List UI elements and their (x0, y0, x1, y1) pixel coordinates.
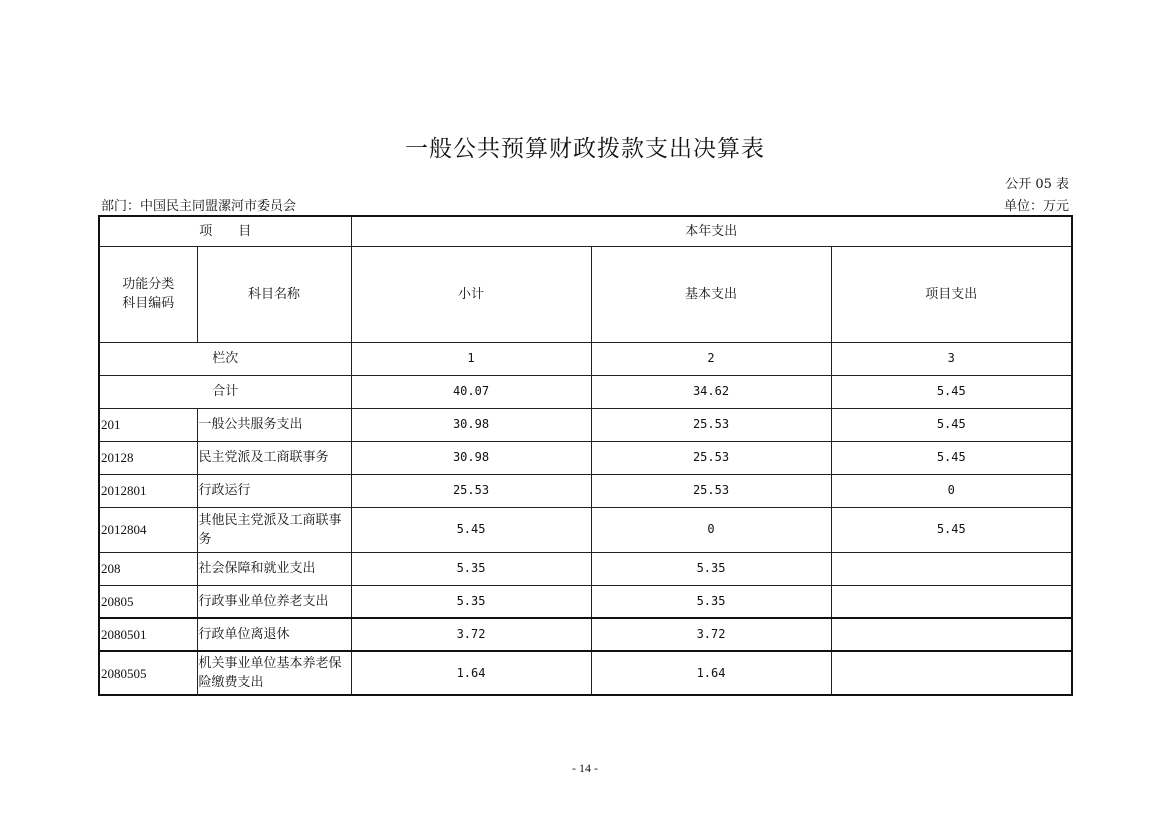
row-subtotal: 30.98 (351, 441, 591, 474)
table-row (99, 552, 1072, 585)
column-index-label: 栏次 (99, 342, 351, 375)
row-code: 20128 (99, 441, 197, 474)
header-func-code-line1: 功能分类 (122, 277, 175, 292)
header-basic: 基本支出 (591, 246, 831, 342)
row-basic: 5.35 (591, 552, 831, 585)
total-project: 5.45 (831, 375, 1072, 408)
header-subtotal: 小计 (351, 246, 591, 342)
page-number: - 14 - (572, 761, 598, 775)
header-current-year-expenditure: 本年支出 (351, 216, 1072, 246)
row-basic: 3.72 (591, 618, 831, 651)
row-basic: 5.35 (591, 585, 831, 618)
row-code: 2080501 (99, 618, 197, 651)
row-name: 行政运行 (197, 474, 351, 507)
expenditure-table (98, 215, 1073, 696)
column-index-2: 2 (591, 342, 831, 375)
row-subtotal: 1.64 (351, 651, 591, 695)
row-code: 208 (99, 552, 197, 585)
row-basic: 25.53 (591, 474, 831, 507)
row-project (831, 552, 1072, 585)
department-label: 部门：中国民主同盟漯河市委员会 (101, 199, 297, 214)
row-name: 社会保障和就业支出 (197, 552, 351, 585)
header-func-code-line2: 科目编码 (122, 296, 175, 311)
header-subject-name: 科目名称 (197, 246, 351, 342)
row-subtotal: 30.98 (351, 408, 591, 441)
column-index-1: 1 (351, 342, 591, 375)
row-name: 一般公共服务支出 (197, 408, 351, 441)
row-code: 20805 (99, 585, 197, 618)
form-code: 公开 05 表 (1005, 177, 1069, 192)
header-project: 项目支出 (831, 246, 1072, 342)
row-name: 机关事业单位基本养老保险缴费支出 (197, 651, 351, 695)
row-basic: 25.53 (591, 408, 831, 441)
row-name: 行政单位离退休 (197, 618, 351, 651)
total-basic: 34.62 (591, 375, 831, 408)
unit-label: 单位：万元 (1003, 199, 1069, 214)
total-subtotal: 40.07 (351, 375, 591, 408)
table-title: 一般公共预算财政拨款支出决算表 (405, 136, 765, 162)
row-subtotal: 5.35 (351, 552, 591, 585)
row-project (831, 651, 1072, 695)
row-name: 民主党派及工商联事务 (197, 441, 351, 474)
row-subtotal: 25.53 (351, 474, 591, 507)
row-basic: 25.53 (591, 441, 831, 474)
table-row (99, 618, 1072, 651)
row-subtotal: 5.35 (351, 585, 591, 618)
row-basic: 1.64 (591, 651, 831, 695)
row-project: 5.45 (831, 408, 1072, 441)
row-name: 行政事业单位养老支出 (197, 585, 351, 618)
table-row (99, 507, 1072, 552)
column-index-3: 3 (831, 342, 1072, 375)
row-code: 2080505 (99, 651, 197, 695)
table-row (99, 474, 1072, 507)
header-item: 项 目 (99, 216, 351, 246)
row-subtotal: 3.72 (351, 618, 591, 651)
table-row (99, 651, 1072, 695)
table-row (99, 408, 1072, 441)
row-name: 其他民主党派及工商联事务 (197, 507, 351, 552)
row-project: 5.45 (831, 507, 1072, 552)
row-project (831, 618, 1072, 651)
total-label: 合计 (99, 375, 351, 408)
row-project (831, 585, 1072, 618)
table-row (99, 585, 1072, 618)
header-func-code (99, 246, 197, 342)
row-project: 5.45 (831, 441, 1072, 474)
row-project: 0 (831, 474, 1072, 507)
row-basic: 0 (591, 507, 831, 552)
row-code: 2012801 (99, 474, 197, 507)
row-subtotal: 5.45 (351, 507, 591, 552)
row-code: 2012804 (99, 507, 197, 552)
table-row (99, 441, 1072, 474)
row-code: 201 (99, 408, 197, 441)
